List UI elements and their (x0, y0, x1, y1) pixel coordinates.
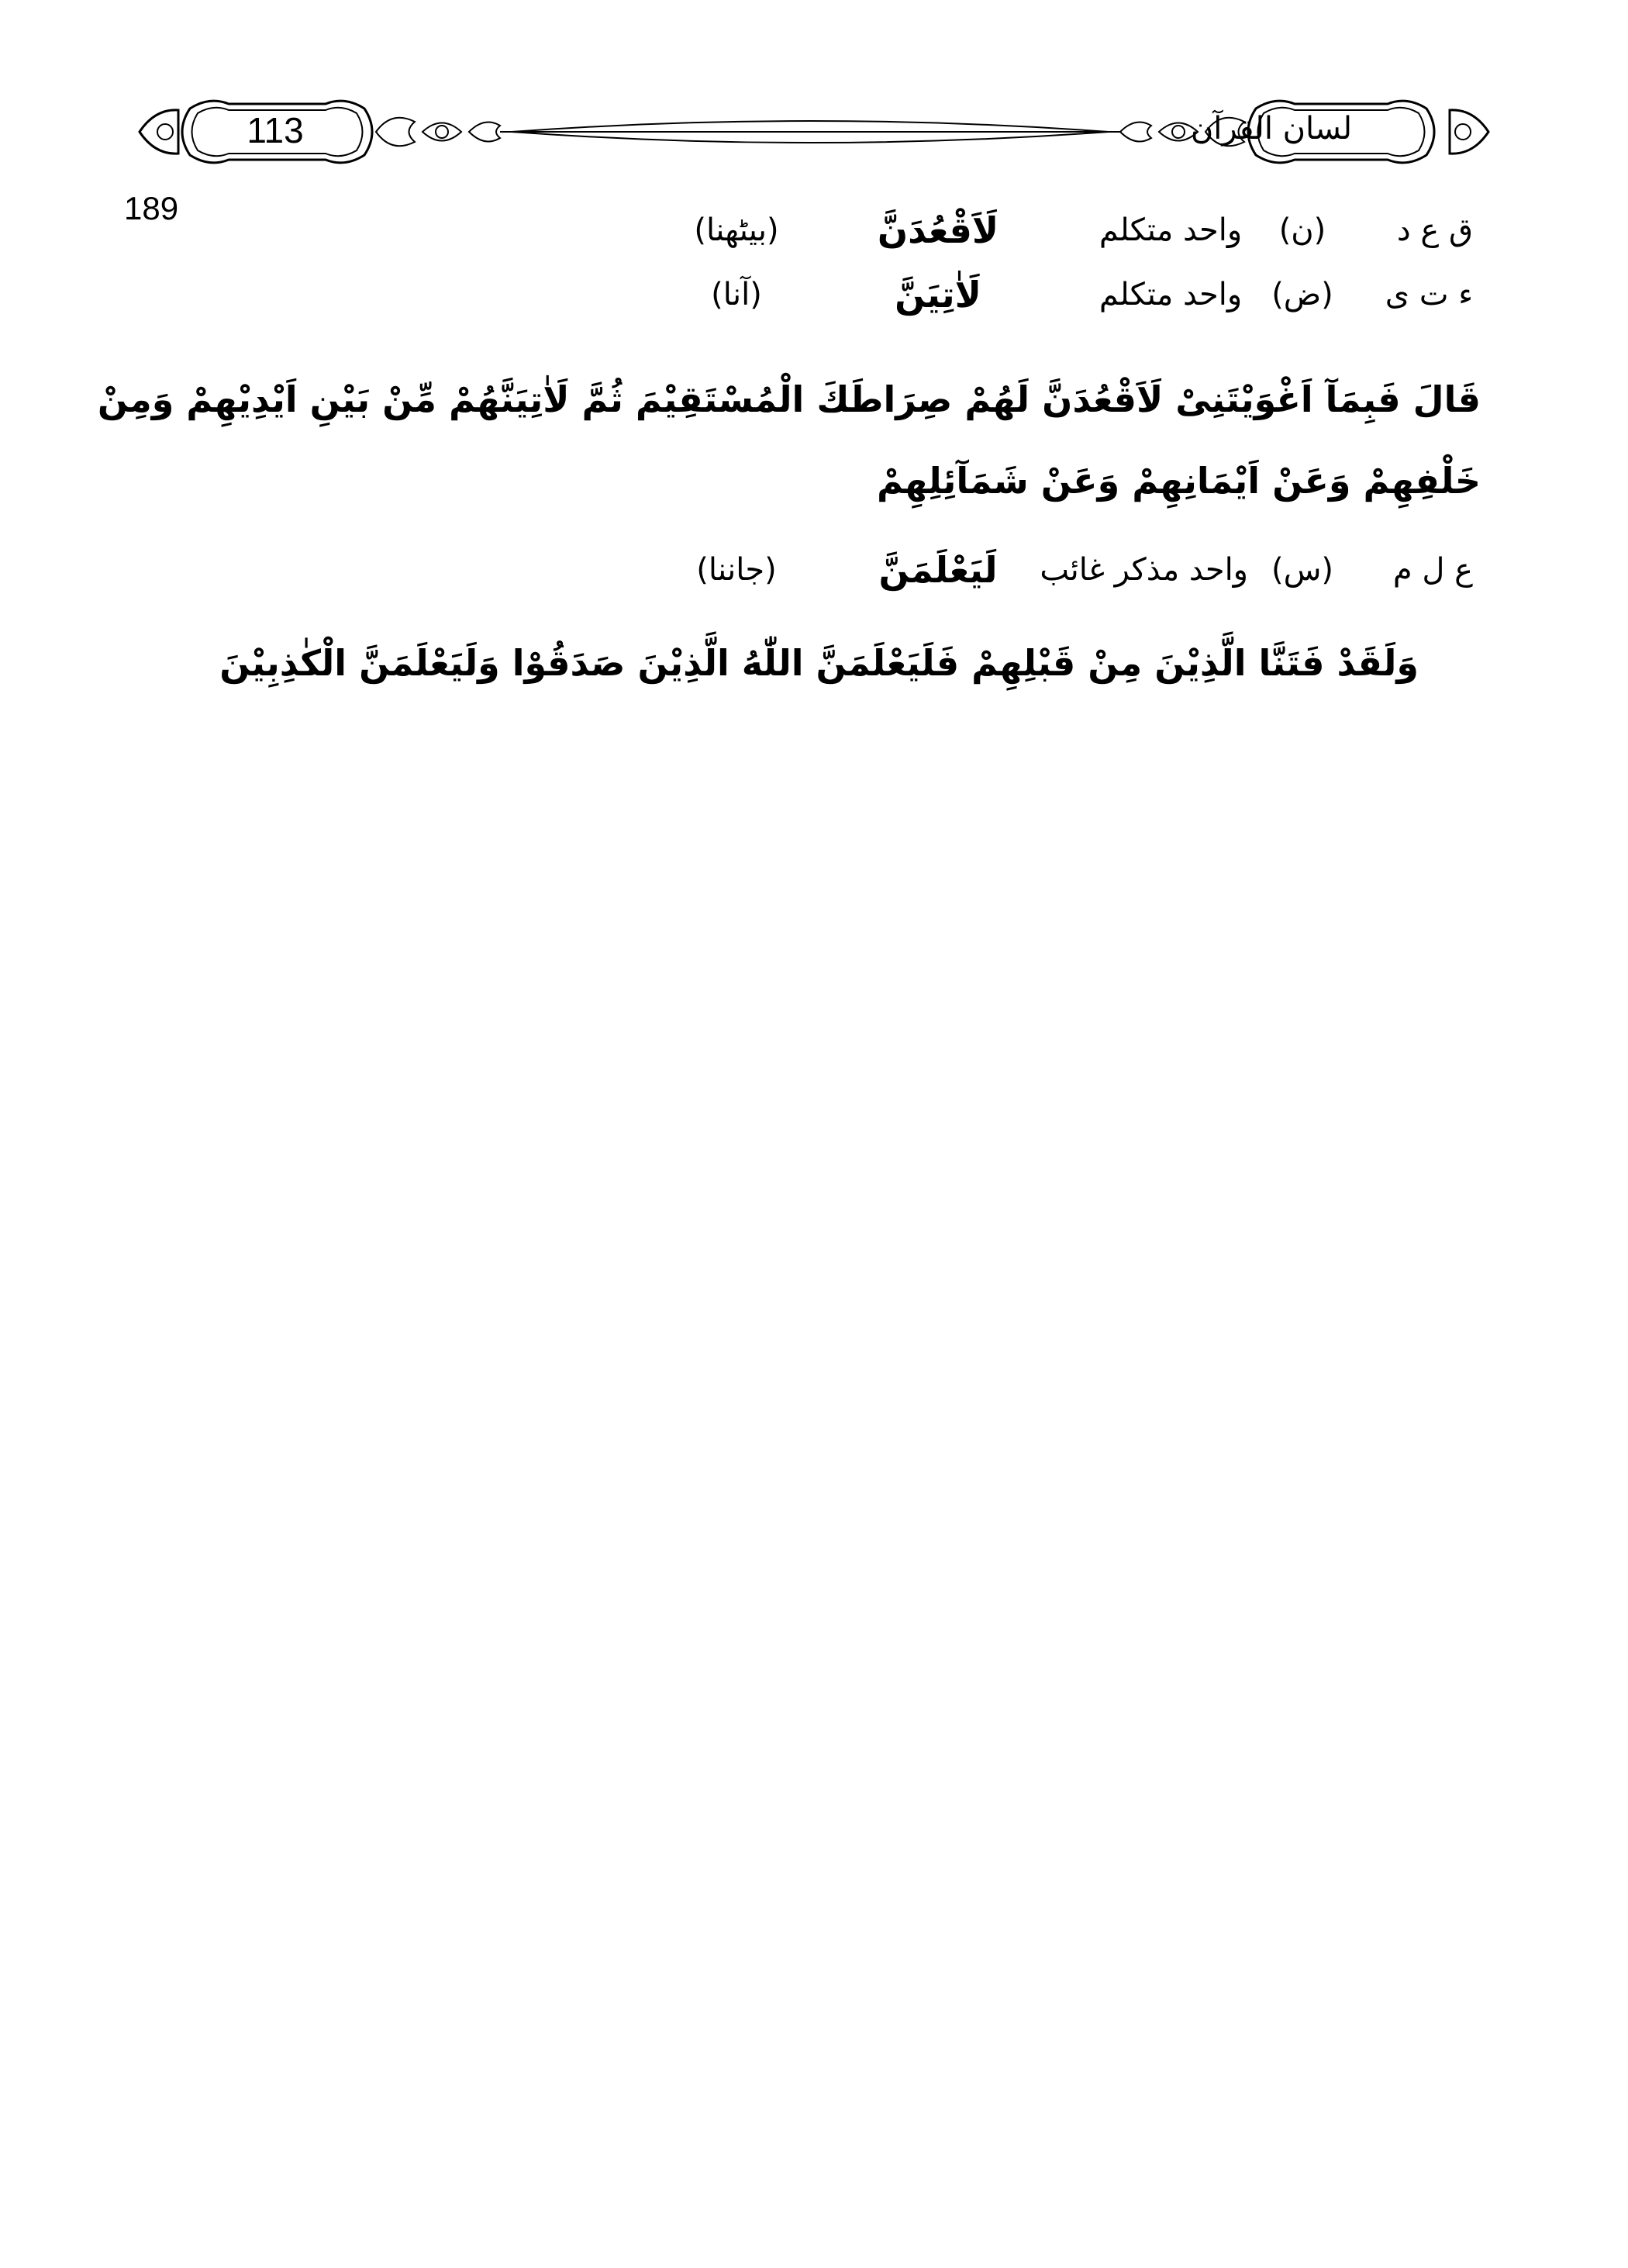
word-meaning: (آنا) (711, 277, 762, 312)
root-letters: ق ع د (1396, 212, 1473, 248)
bab-marker: (ن) (1278, 212, 1326, 248)
quranic-word: لَاٰتِیَنَّ (895, 274, 981, 316)
reference-number: 189 (124, 190, 179, 226)
word-meaning: (جاننا) (696, 552, 777, 588)
sigha-label: واحد مذکر غائب (1040, 552, 1248, 588)
sigha-label: واحد متکلم (1099, 212, 1243, 248)
root-letters: ء ت ی (1385, 277, 1473, 312)
verse-line: خَلْفِهِمْ وَعَنْ اَیْمَانِهِمْ وَعَنْ شَمَآئِلِهِمْ (876, 460, 1481, 502)
sigha-label: واحد متکلم (1099, 277, 1243, 312)
word-meaning: (بیٹھنا) (694, 212, 779, 248)
quranic-word: لَاَقْعُدَنَّ (877, 209, 999, 251)
grammar-entry-row (643, 543, 1473, 597)
bab-marker: (س) (1271, 552, 1334, 588)
quranic-word: لَیَعْلَمَنَّ (878, 549, 998, 591)
book-title: لسان القرآن (1190, 111, 1353, 147)
root-letters: ع ل م (1392, 552, 1473, 588)
bab-marker: (ض) (1271, 277, 1333, 312)
verse-line: وَلَقَدْ فَتَنَّا الَّذِیْنَ مِنْ قَبْلِهِمْ فَلَیَعْلَمَنَّ اللّٰهُ الَّذِیْنَ صَدَقُوْا وَلَیَعْلَمَنَّ الْكٰذِبِیْنَ (219, 642, 1419, 684)
verse-line: قَالَ فَبِمَآ اَغْوَیْتَنِیْ لَاَقْعُدَنَّ لَهُمْ صِرَاطَكَ الْمُسْتَقِیْمَ ثُمَّ لَاٰتِیَنَّهُمْ مِّنْ بَیْنِ اَیْدِیْهِمْ وَمِنْ (97, 378, 1481, 420)
grammar-entry-row (643, 268, 1473, 322)
page-number: 113 (247, 110, 304, 150)
grammar-entry-row (643, 203, 1473, 257)
